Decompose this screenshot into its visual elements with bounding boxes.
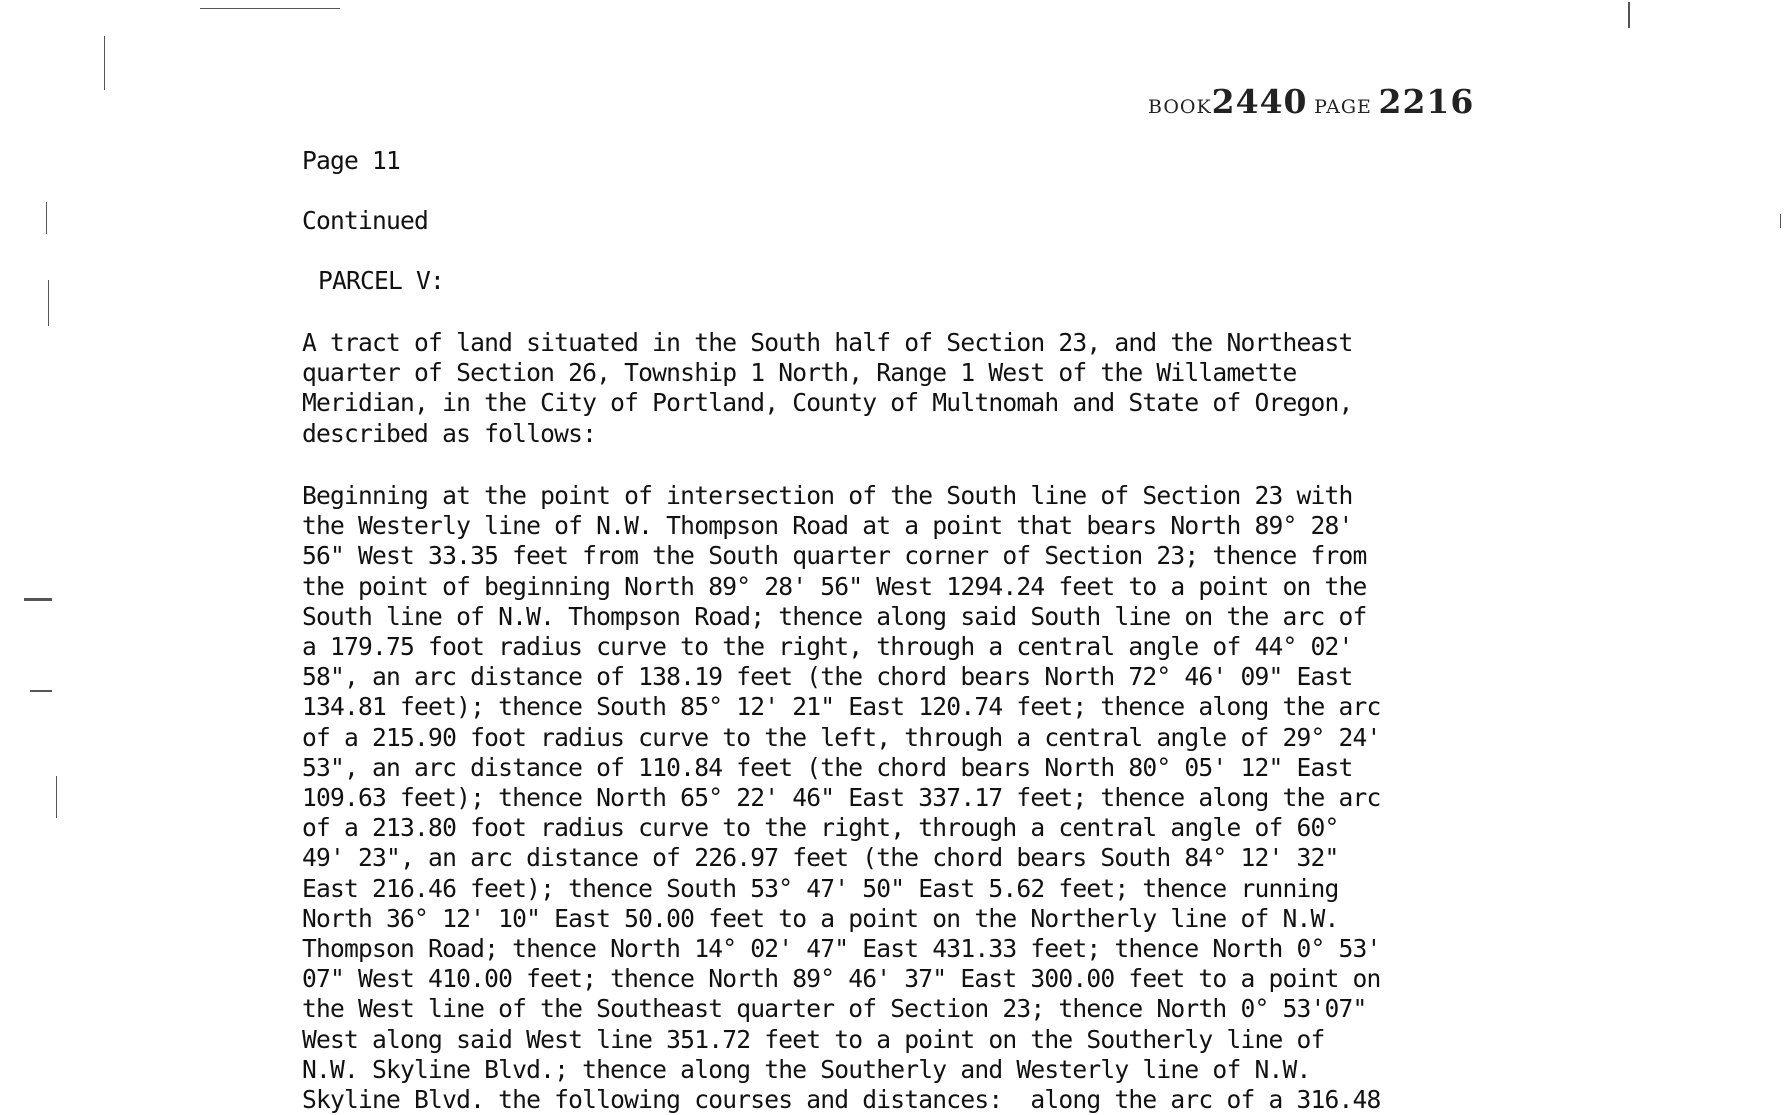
- paragraph-line: South line of N.W. Thompson Road; thence along said South line on the arc of: [302, 601, 1367, 631]
- paragraph-line: of a 213.80 foot radius curve to the right, through a central angle of 60°: [302, 813, 1339, 843]
- scan-mark-left-3: [48, 280, 49, 326]
- parcel-title: PARCEL V:: [318, 266, 445, 295]
- continued-label: Continued: [302, 206, 429, 235]
- paragraph-line: described as follows:: [302, 418, 597, 448]
- scan-mark-left-5: [30, 690, 52, 692]
- recording-stamp: [1148, 82, 1474, 121]
- scan-mark-left-1: [104, 36, 105, 90]
- paragraph-line: 56" West 33.35 feet from the South quarter corner of Section 23; thence from: [302, 541, 1367, 571]
- paragraph-line: West along said West line 351.72 feet to a point on the Southerly line of: [302, 1024, 1325, 1054]
- paragraph-line: North 36° 12' 10" East 50.00 feet to a point on the Northerly line of N.W.: [302, 903, 1339, 933]
- paragraph-line: 109.63 feet); thence North 65° 22' 46" East 337.17 feet; thence along the arc: [302, 783, 1381, 813]
- paragraph-line: Meridian, in the City of Portland, County of Multnomah and State of Oregon,: [302, 388, 1353, 418]
- description-paragraph: [302, 481, 1381, 1115]
- scan-mark-left-4: [24, 598, 52, 601]
- paragraph-line: the Westerly line of N.W. Thompson Road at a point that bears North 89° 28': [302, 511, 1353, 541]
- paragraph-line: 58", an arc distance of 138.19 feet (the chord bears North 72° 46' 09" East: [302, 662, 1353, 692]
- paragraph-line: Beginning at the point of intersection of the South line of Section 23 with: [302, 481, 1353, 510]
- paragraph-line: 49' 23", an arc distance of 226.97 feet (the chord bears South 84° 12' 32": [302, 843, 1339, 873]
- scan-mark-right-2: [1780, 214, 1781, 228]
- paragraph-line: 53", an arc distance of 110.84 feet (the chord bears North 80° 05' 12" East: [302, 752, 1353, 782]
- paragraph-line: A tract of land situated in the South half of Section 23, and the Northeast: [302, 328, 1353, 357]
- paragraph-line: East 216.46 feet); thence South 53° 47' 50" East 5.62 feet; thence running: [302, 873, 1339, 903]
- book-number: 2440: [1211, 82, 1308, 121]
- paragraph-line: Thompson Road; thence North 14° 02' 47" East 431.33 feet; thence North 0° 53': [302, 934, 1381, 964]
- paragraph-line: the point of beginning North 89° 28' 56" West 1294.24 feet to a point on the: [302, 571, 1367, 601]
- book-label: BOOK: [1148, 96, 1212, 118]
- scan-mark-right-1: [1628, 2, 1630, 28]
- paragraph-line: of a 215.90 foot radius curve to the left, through a central angle of 29° 24': [302, 722, 1381, 752]
- paragraph-line: N.W. Skyline Blvd.; thence along the Southerly and Westerly line of N.W.: [302, 1054, 1311, 1084]
- page-number-header: Page 11: [302, 146, 401, 175]
- scan-mark-top-rule: [200, 8, 340, 9]
- page-label: PAGE: [1314, 96, 1372, 118]
- paragraph-line: Skyline Blvd. the following courses and distances: along the arc of a 316.48: [302, 1085, 1381, 1115]
- intro-paragraph: [302, 328, 1353, 449]
- paragraph-line: quarter of Section 26, Township 1 North, Range 1 West of the Willamette: [302, 358, 1297, 388]
- scan-mark-left-2: [46, 202, 47, 234]
- scan-mark-left-6: [56, 776, 57, 818]
- paragraph-line: 07" West 410.00 feet; thence North 89° 46' 37" East 300.00 feet to a point on: [302, 964, 1381, 994]
- paragraph-line: the West line of the Southeast quarter of Section 23; thence North 0° 53'07": [302, 994, 1367, 1024]
- paragraph-line: a 179.75 foot radius curve to the right, through a central angle of 44° 02': [302, 632, 1353, 662]
- paragraph-line: 134.81 feet); thence South 85° 12' 21" East 120.74 feet; thence along the arc: [302, 692, 1381, 722]
- page-number: 2216: [1378, 82, 1475, 121]
